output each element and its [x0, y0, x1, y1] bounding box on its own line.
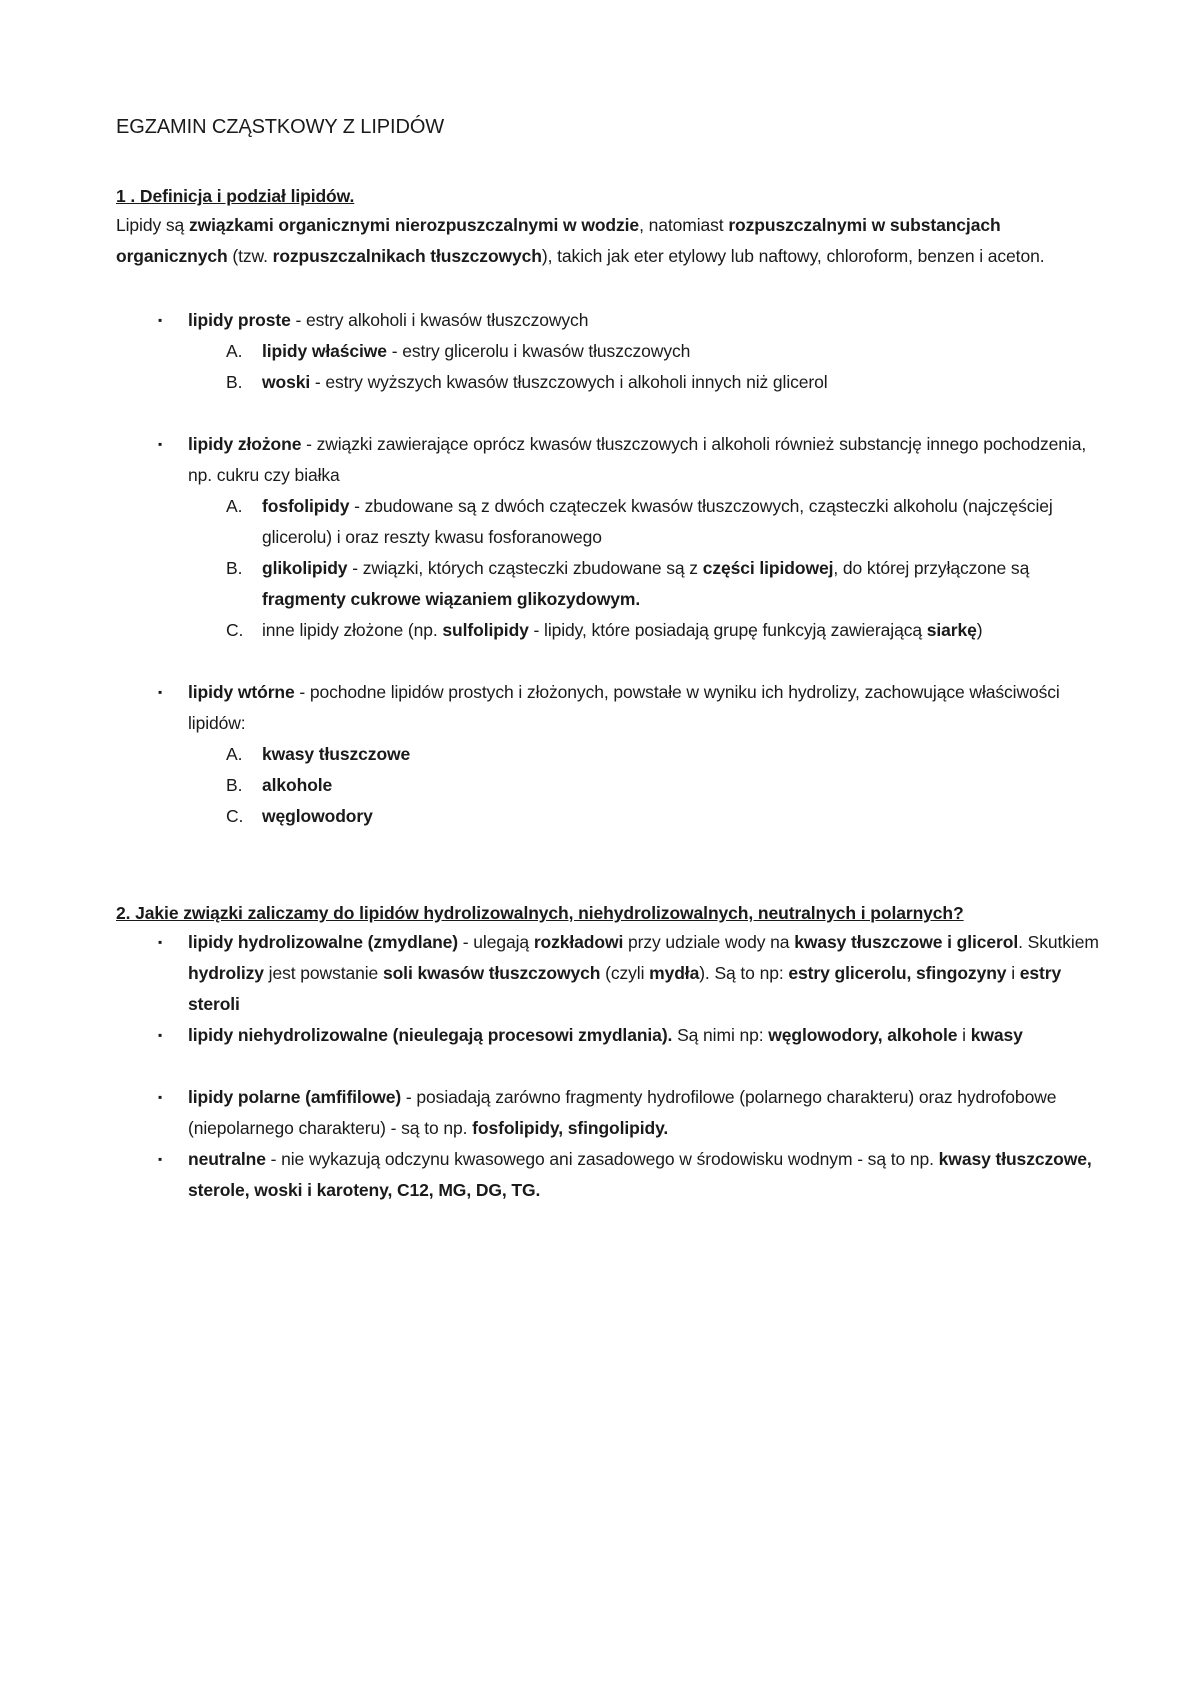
bold-text: kwasy tłuszczowe i glicerol [794, 932, 1019, 952]
bold-text: kwasy tłuszczowe, sterole, woski i karoteny, C12, MG, DG, TG. [188, 1149, 1092, 1200]
list-marker: A. [226, 496, 243, 516]
section-2-heading: 2. Jakie związki zaliczamy do lipidów hydrolizowalnych, niehydrolizowalnych, neutralnych i polarnych? [116, 903, 964, 923]
bold-text: siarkę [926, 620, 977, 640]
section-2-list [0, 927, 1200, 1206]
sub-list-item [188, 801, 1112, 832]
sub-item-text [262, 341, 690, 361]
text-run: Są nimi np: [672, 1025, 769, 1045]
list-item [0, 1082, 1100, 1144]
list-marker: B. [226, 558, 243, 578]
sub-list-item [188, 553, 1112, 615]
bold-text: woski [262, 372, 311, 392]
bold-text: węglowodory [262, 806, 373, 826]
sub-list-item [188, 491, 1112, 553]
bullet-icon: ▪ [158, 1028, 163, 1042]
bold-text: soli kwasów tłuszczowych [382, 963, 601, 983]
bold-text: kwasy [970, 1025, 1023, 1045]
bullet-icon: ▪ [158, 685, 163, 699]
bold-text: węglowodory, alkohole [768, 1025, 958, 1045]
sub-list-item [188, 770, 1112, 801]
text-run: ), takich jak eter etylowy lub naftowy, chloroform, benzen i aceton. [541, 246, 1045, 266]
bold-text: związkami organicznymi nierozpuszczalnymi w wodzie [188, 215, 640, 235]
bullet-icon: ▪ [158, 935, 163, 949]
bold-text: lipidy proste [188, 310, 291, 330]
bold-text: estry steroli [188, 963, 1062, 1014]
list-marker: B. [226, 372, 243, 392]
list-item [0, 305, 1100, 398]
bold-text: lipidy wtórne [188, 682, 295, 702]
bold-text: kwasy tłuszczowe [262, 744, 411, 764]
text-run: - posiadają zarówno fragmenty hydrofilowe (polarnego charakteru) oraz hydrofobowe (niepolarnego charakteru) - są to np. [188, 1087, 1057, 1138]
text-run: i [1006, 963, 1020, 983]
page-title: EGZAMIN CZĄSTKOWY Z LIPIDÓW [116, 116, 445, 138]
list-marker: B. [226, 775, 243, 795]
sub-item-text [262, 496, 1053, 547]
list-item [0, 1144, 1100, 1206]
text-run: - związki zawierające oprócz kwasów tłuszczowych i alkoholi również substancję innego pochodzenia, np. cukru czy białka [188, 434, 1087, 485]
text-run: i [957, 1025, 971, 1045]
sub-list [188, 336, 1100, 398]
text-run: inne lipidy złożone (np. [262, 620, 443, 640]
bold-text: mydła [649, 963, 700, 983]
bold-text: estry glicerolu, sfingozyny [788, 963, 1007, 983]
bold-text: lipidy polarne (amfifilowe) [188, 1087, 402, 1107]
sub-item-text [262, 806, 373, 826]
text-run: - związki, których cząsteczki zbudowane są z [347, 558, 703, 578]
bullet-text [188, 1149, 1092, 1200]
sub-list-item [188, 336, 1112, 367]
sub-item-text [262, 775, 332, 795]
bullet-icon: ▪ [158, 1152, 163, 1166]
list-item [0, 927, 1100, 1020]
text-run: - estry glicerolu i kwasów tłuszczowych [386, 341, 691, 361]
bullet-text [188, 682, 1060, 733]
sub-list-item [188, 367, 1112, 398]
bullet-icon: ▪ [158, 437, 163, 451]
text-run: przy udziale wody na [623, 932, 795, 952]
text-run: ) [976, 620, 983, 640]
text-run: - estry alkoholi i kwasów tłuszczowych [290, 310, 589, 330]
bullet-icon: ▪ [158, 1090, 163, 1104]
text-run: - ulegają [458, 932, 534, 952]
list-marker: C. [226, 620, 244, 640]
section-1-intro [116, 210, 1076, 272]
list-item [0, 1020, 1100, 1051]
bold-text: rozkładowi [533, 932, 624, 952]
list-item [0, 677, 1100, 832]
list-marker: A. [226, 341, 243, 361]
text-run: (czyli [600, 963, 650, 983]
text-run: , do której przyłączone są [833, 558, 1030, 578]
sub-item-text [262, 558, 1029, 609]
bold-text: lipidy złożone [188, 434, 302, 454]
sub-item-text [262, 620, 983, 640]
bold-text: alkohole [262, 775, 333, 795]
bold-text: rozpuszczalnikach tłuszczowych [272, 246, 542, 266]
bold-text: neutralne [188, 1149, 266, 1169]
list-marker: C. [226, 806, 244, 826]
list-item [0, 429, 1100, 646]
bullet-text [188, 932, 1099, 1014]
bold-text: lipidy niehydrolizowalne (nieulegają procesowi zmydlania). [188, 1025, 673, 1045]
section-1-list [0, 305, 1200, 832]
text-run: - estry wyższych kwasów tłuszczowych i alkoholi innych niż glicerol [310, 372, 828, 392]
sub-list-item [188, 615, 1112, 646]
bold-text: części lipidowej [702, 558, 834, 578]
sub-item-text [262, 744, 410, 764]
text-run: Lipidy są [116, 215, 189, 235]
sub-list [188, 739, 1100, 832]
section-1-heading: 1 . Definicja i podział lipidów. [116, 186, 355, 206]
text-run: - nie wykazują odczynu kwasowego ani zasadowego w środowisku wodnym - są to np. [265, 1149, 939, 1169]
bold-text: fosfolipidy [262, 496, 350, 516]
text-run: (tzw. [227, 246, 273, 266]
bold-text: lipidy hydrolizowalne (zmydlane) [188, 932, 459, 952]
sub-item-text [262, 372, 828, 392]
bold-text: fosfolipidy, sfingolipidy. [472, 1118, 669, 1138]
bullet-text [188, 434, 1086, 485]
bold-text: rozpuszczalnymi w substancjach organicznych [116, 215, 1001, 266]
bullet-text [188, 310, 588, 330]
bold-text: lipidy właściwe [262, 341, 387, 361]
bold-text: glikolipidy [262, 558, 348, 578]
bullet-text [188, 1087, 1056, 1138]
bold-text: hydrolizy [188, 963, 264, 983]
text-run: . Skutkiem [1018, 932, 1099, 952]
bold-text: fragmenty cukrowe wiązaniem glikozydowym. [262, 589, 641, 609]
text-run: , natomiast [639, 215, 729, 235]
text-run: jest powstanie [263, 963, 383, 983]
bullet-icon: ▪ [158, 313, 163, 327]
text-run: ). Są to np: [699, 963, 789, 983]
bold-text: sulfolipidy [442, 620, 529, 640]
text-run: - pochodne lipidów prostych i złożonych, powstałe w wyniku ich hydrolizy, zachowujące właściwości lipidów: [188, 682, 1060, 733]
sub-list-item [188, 739, 1112, 770]
list-marker: A. [226, 744, 243, 764]
text-run: - lipidy, które posiadają grupę funkcyją zawierającą [528, 620, 927, 640]
bullet-text [188, 1025, 1023, 1045]
text-run: - zbudowane są z dwóch cząteczek kwasów tłuszczowych, cząsteczki alkoholu (najczęściej glicerolu) i oraz reszty kwasu fosforanowego [262, 496, 1053, 547]
sub-list [188, 491, 1100, 646]
